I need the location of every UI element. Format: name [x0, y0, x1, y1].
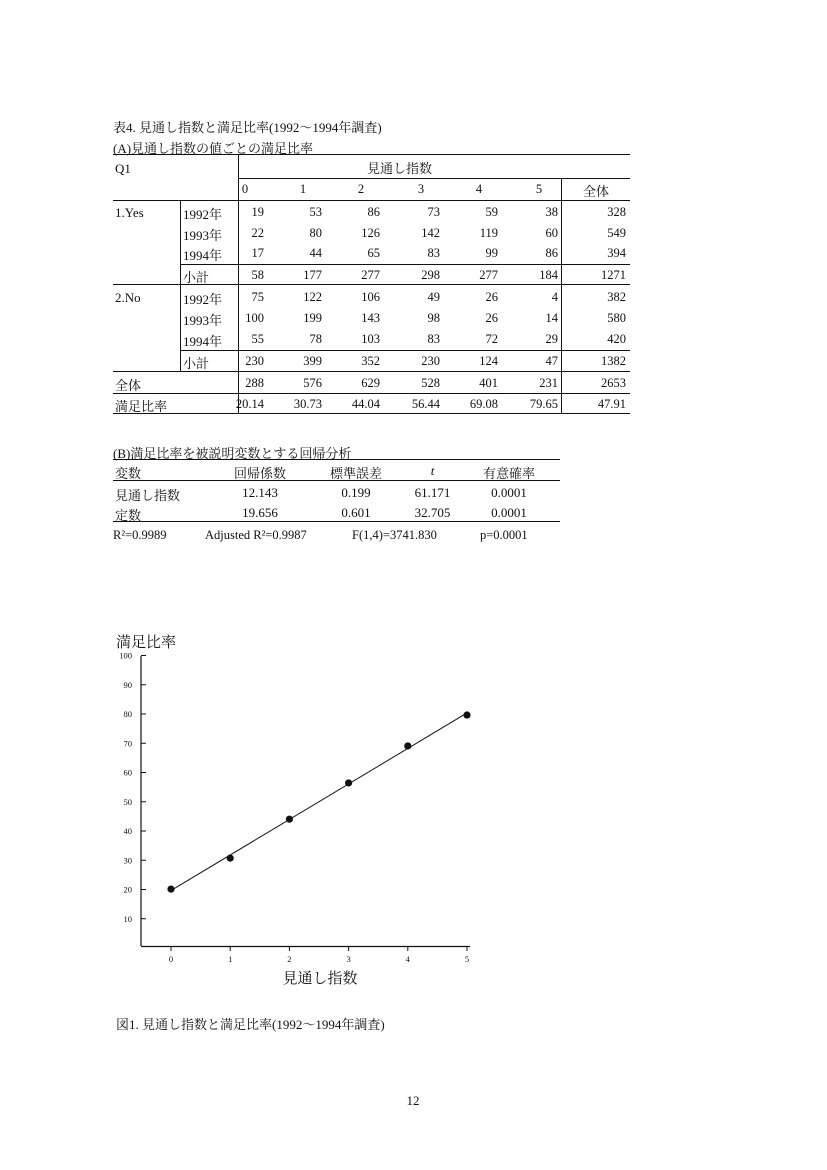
table-cell: 199: [303, 311, 322, 325]
table-cell: 49: [427, 290, 440, 304]
table-cell: 231: [539, 376, 558, 390]
table-b-cell: 見通し指数: [115, 488, 181, 503]
table-cell: 399: [303, 354, 322, 368]
index-value-header: 5: [535, 182, 543, 196]
x-tick-label: 2: [287, 954, 292, 964]
table-cell: 69.08: [469, 397, 498, 411]
total-header: 全体: [582, 184, 609, 199]
table-b-cell: 0.0001: [491, 505, 527, 520]
table-cell: 277: [479, 268, 498, 282]
yes-row-label: 1993年: [183, 228, 223, 243]
table-cell: 60: [545, 226, 558, 240]
table-cell: 26: [485, 311, 498, 325]
table-cell: 298: [421, 268, 440, 282]
ratio-row-label: 満足比率: [115, 399, 168, 414]
table-cell: 78: [309, 332, 322, 346]
table-cell: 80: [309, 226, 322, 240]
table-cell: 47: [545, 354, 558, 368]
table-cell: 576: [303, 376, 322, 390]
group-label-yes: 1.Yes: [115, 205, 144, 220]
table-cell: 122: [303, 290, 322, 304]
y-tick-label: 60: [123, 767, 132, 778]
table-total-cell: 420: [607, 332, 626, 346]
no-row-label: 1993年: [183, 313, 223, 328]
table-b-header: 有意確率: [482, 466, 535, 481]
index-value-header: 0: [241, 182, 249, 196]
data-point: [167, 885, 174, 892]
table-cell: 401: [479, 376, 498, 390]
index-header: 見通し指数: [366, 161, 432, 176]
table-b-cell: 0.199: [341, 485, 371, 500]
table-total-cell: 549: [607, 226, 626, 240]
table-a-subtitle: (A)見通し指数の値ごとの満足比率: [113, 141, 314, 156]
table-cell: 58: [251, 268, 264, 282]
x-tick-label: 5: [464, 954, 470, 964]
table-cell: 44: [309, 246, 322, 260]
table-cell: 55: [251, 332, 264, 346]
x-tick-label: 4: [405, 954, 410, 964]
y-tick-label: 10: [123, 913, 132, 924]
table-cell: 38: [545, 205, 558, 219]
table-cell: 142: [421, 226, 440, 240]
stat-r2: R²=0.9989: [113, 528, 167, 542]
table-cell: 75: [251, 290, 264, 304]
table-cell: 230: [245, 354, 264, 368]
group-label-no: 2.No: [115, 290, 141, 305]
chart-xlabel: 見通し指数: [282, 969, 358, 987]
table-cell: 17: [251, 246, 264, 260]
y-tick-label: 50: [123, 796, 132, 807]
y-tick-label: 100: [119, 650, 132, 661]
page-number: 12: [406, 1093, 420, 1108]
table-b-cell: 0.601: [341, 505, 371, 520]
table-cell: 119: [479, 226, 498, 240]
table-b-cell: 定数: [115, 508, 142, 523]
table-total-cell: 1382: [601, 354, 626, 368]
table-total-cell: 394: [607, 246, 626, 260]
table-cell: 83: [427, 246, 440, 260]
table-b-title: (B)満足比率を被説明変数とする回帰分析: [113, 446, 352, 461]
y-tick-label: 70: [123, 738, 132, 749]
table-cell: 59: [485, 205, 498, 219]
table-total-cell: 2653: [601, 376, 626, 390]
x-tick-label: 3: [346, 954, 351, 964]
yes-row-label: 小計: [183, 270, 210, 285]
table-cell: 106: [361, 290, 380, 304]
table-cell: 352: [361, 354, 380, 368]
regression-line: [171, 713, 467, 891]
table-total-cell: 580: [607, 311, 626, 325]
table-b-header: 回帰係数: [233, 466, 286, 481]
table-b-cell: 12.143: [242, 485, 278, 500]
q-label: Q1: [115, 161, 131, 176]
table-cell: 126: [361, 226, 380, 240]
table-cell: 86: [545, 246, 558, 260]
chart-ylabel: 満足比率: [116, 633, 177, 651]
no-row-label: 小計: [183, 356, 210, 371]
data-point: [404, 742, 411, 749]
total-row-label: 全体: [115, 378, 142, 393]
table-cell: 288: [245, 376, 264, 390]
table-b-cell: 61.171: [414, 485, 451, 500]
table-cell: 65: [367, 246, 380, 260]
data-point: [345, 779, 352, 786]
table-cell: 19: [251, 205, 264, 219]
y-tick-label: 80: [123, 709, 132, 719]
table-cell: 73: [427, 205, 440, 219]
table-cell: 4: [551, 290, 558, 304]
table-a-title: 表4. 見通し指数と満足比率(1992～1994年調査): [113, 120, 382, 135]
y-tick-label: 30: [123, 855, 132, 866]
table-cell: 83: [427, 332, 440, 346]
table-cell: 230: [421, 354, 440, 368]
table-cell: 100: [245, 311, 264, 325]
no-row-label: 1994年: [183, 334, 223, 349]
index-value-header: 3: [417, 182, 425, 196]
x-tick-label: 1: [228, 954, 233, 964]
index-value-header: 4: [475, 182, 483, 196]
table-cell: 277: [361, 268, 380, 282]
table-total-cell: 328: [607, 205, 626, 219]
table-cell: 22: [251, 226, 264, 240]
table-b-header: t: [430, 463, 435, 478]
x-tick-label: 0: [168, 954, 174, 964]
table-total-cell: 1271: [601, 268, 626, 282]
table-b-header: 標準誤差: [329, 466, 382, 481]
stat-adj-r2: Adjusted R²=0.9987: [205, 528, 307, 542]
table-b-cell: 32.705: [414, 505, 451, 520]
y-tick-label: 20: [123, 884, 132, 895]
table-cell: 629: [361, 376, 380, 390]
figure-caption: 図1. 見通し指数と満足比率(1992～1994年調査): [116, 1017, 385, 1032]
table-cell: 143: [361, 311, 380, 325]
index-value-header: 2: [357, 182, 365, 196]
table-cell: 177: [303, 268, 322, 282]
table-cell: 14: [545, 311, 558, 325]
stat-p: p=0.0001: [480, 528, 528, 542]
table-cell: 20.14: [235, 397, 264, 411]
y-tick-label: 90: [123, 679, 132, 690]
table-cell: 98: [427, 311, 440, 325]
table-cell: 86: [367, 205, 380, 219]
table-cell: 53: [309, 205, 322, 219]
table-cell: 124: [479, 354, 498, 368]
table-cell: 99: [485, 246, 498, 260]
table-cell: 79.65: [529, 397, 558, 411]
table-b-header: 変数: [115, 466, 142, 481]
table-cell: 29: [545, 332, 558, 346]
index-value-header: 1: [299, 182, 307, 196]
table-b-cell: 0.0001: [491, 485, 527, 500]
yes-row-label: 1992年: [183, 207, 223, 222]
table-total-cell: 382: [607, 290, 626, 304]
table-b-cell: 19.656: [242, 505, 278, 520]
table-total-cell: 47.91: [597, 397, 626, 411]
no-row-label: 1992年: [183, 292, 223, 307]
data-point: [463, 711, 470, 718]
table-cell: 72: [485, 332, 498, 346]
table-cell: 103: [361, 332, 380, 346]
table-cell: 184: [539, 268, 558, 282]
data-point: [286, 816, 293, 823]
yes-row-label: 1994年: [183, 248, 223, 263]
stat-f: F(1,4)=3741.830: [352, 528, 437, 542]
table-cell: 528: [421, 376, 440, 390]
table-cell: 56.44: [411, 397, 440, 411]
data-point: [227, 855, 234, 862]
table-cell: 44.04: [351, 397, 380, 411]
y-tick-label: 40: [123, 826, 132, 836]
table-cell: 30.73: [293, 397, 322, 411]
table-cell: 26: [485, 290, 498, 304]
